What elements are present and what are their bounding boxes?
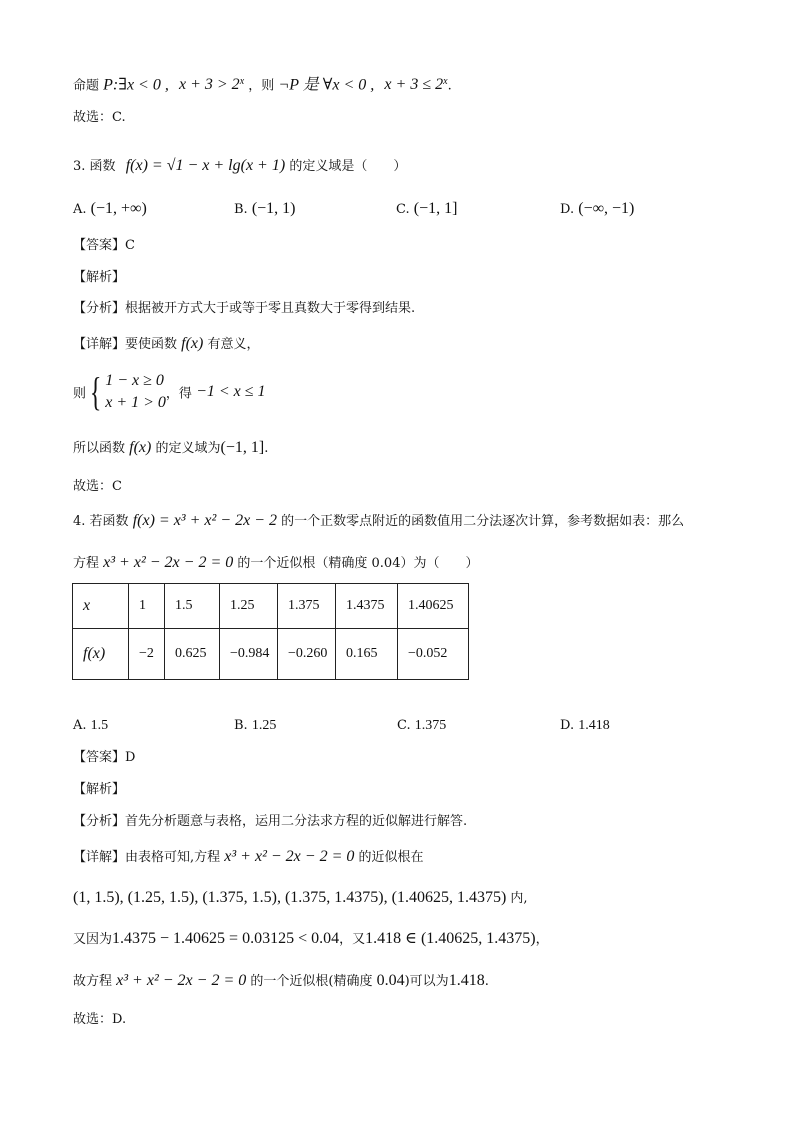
math: ¬P 是 ∀x < 0 ,: [278, 76, 375, 94]
option-c: C. 1.375: [397, 718, 447, 733]
table-cell: 1.40625: [398, 584, 469, 629]
text: ，则: [248, 78, 275, 94]
analysis-label: 【解析】: [73, 782, 126, 797]
detail-line: 【详解】由表格可知,方程 x³ + x² − 2x − 2 = 0 的近似根在: [73, 848, 424, 865]
answer-label: 【答案】C: [73, 238, 135, 253]
option-a: A. (−1, +∞): [73, 200, 147, 217]
answer-line: 故选：C.: [73, 110, 126, 125]
table-cell: 1.25: [220, 584, 278, 629]
table-cell: f(x): [73, 629, 129, 680]
text: 命题: [73, 78, 100, 94]
also-line: 又因为1.4375 − 1.40625 = 0.03125 < 0.04，又1.418 ∈ (1.40625, 1.4375)，: [73, 930, 549, 947]
math: P:∃x < 0 ,: [103, 76, 169, 94]
table-cell: 1.4375: [336, 584, 398, 629]
math: x + 3 ≤ 2: [384, 76, 444, 94]
option-d: D. 1.418: [560, 718, 610, 733]
inequality-system: 则{ 1 − x ≥ 0 x + 1 > 0 ，得 −1 < x ≤ 1: [73, 369, 266, 414]
option-d: D. (−∞, −1): [560, 200, 635, 217]
option-c: C. (−1, 1]: [396, 200, 458, 217]
bisection-table: [72, 583, 469, 680]
answer-label: 【答案】D: [73, 750, 136, 765]
final-answer: 故选：D.: [73, 1012, 127, 1027]
option-b: B. 1.25: [234, 718, 277, 733]
analysis-text: 【分析】根据被开方式大于或等于零且真数大于零得到结果.: [73, 301, 416, 316]
math: f(x) = √1 − x + lg(x + 1): [125, 157, 286, 174]
final-answer: 故选：C: [73, 479, 122, 494]
brace-icon: {: [89, 369, 102, 414]
proposition-line: [73, 72, 452, 96]
text: .: [447, 78, 452, 94]
text: 的定义域是（ ）: [289, 159, 407, 174]
math-sup: x: [443, 76, 448, 87]
table-cell: 1: [129, 584, 165, 629]
table-row: [73, 629, 469, 680]
intervals-line: (1, 1.5), (1.25, 1.5), (1.375, 1.5), (1.375, 1.4375), (1.40625, 1.4375) 内,: [73, 889, 528, 906]
table-cell: x: [73, 584, 129, 629]
conclusion-line: 所以函数 f(x) 的定义域为(−1, 1].: [73, 439, 269, 456]
question-4-stem: 4. 若函数 f(x) = x³ + x² − 2x − 2 的一个正数零点附近的函数值用二分法逐次计算，参考数据如表：那么: [73, 512, 685, 529]
table-cell: −0.052: [398, 629, 469, 680]
option-a: A. 1.5: [73, 718, 109, 733]
math: x + 3 > 2: [178, 76, 240, 94]
option-b: B. (−1, 1): [234, 200, 296, 217]
table-cell: −2: [129, 629, 165, 680]
math-sup: x: [239, 76, 245, 87]
text: 3. 函数: [73, 159, 116, 174]
table-cell: −0.260: [278, 629, 336, 680]
table-cell: −0.984: [220, 629, 278, 680]
analysis-text: 【分析】首先分析题意与表格，运用二分法求方程的近似解进行解答.: [73, 814, 468, 829]
table-row: [73, 584, 469, 629]
detail-line: 【详解】要使函数 f(x) 有意义，: [73, 335, 260, 352]
table-cell: 1.375: [278, 584, 336, 629]
table-cell: 1.5: [165, 584, 220, 629]
table-cell: 0.165: [336, 629, 398, 680]
question-3-stem: [73, 156, 406, 177]
analysis-label: 【解析】: [73, 270, 126, 285]
table-cell: 0.625: [165, 629, 220, 680]
question-4-stem-2: 方程 x³ + x² − 2x − 2 = 0 的一个近似根（精确度 0.04）为（ ）: [73, 554, 479, 571]
so-line: 故方程 x³ + x² − 2x − 2 = 0 的一个近似根(精确度 0.04)可以为1.418.: [73, 972, 489, 989]
